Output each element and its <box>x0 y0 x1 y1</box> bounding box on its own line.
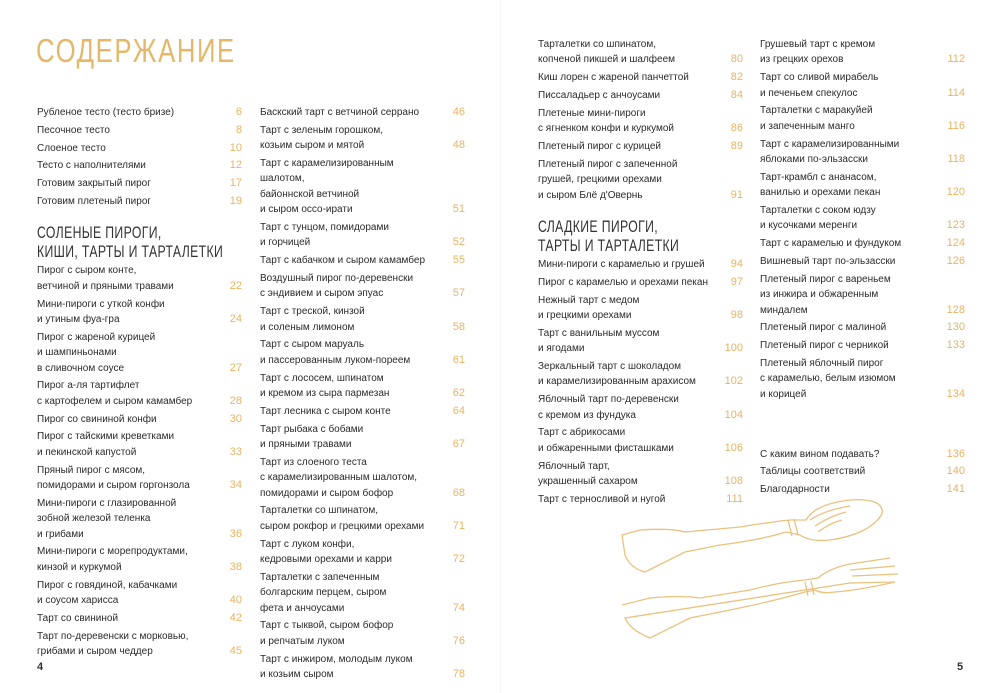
toc-entry-title: Тарт с лососем, шпинатом и кремом из сыра пармезан <box>260 372 390 400</box>
toc-entry-title: Плетеные мини-пироги с ягненком конфи и куркумой <box>538 107 675 135</box>
toc-entry-page: 10 <box>229 141 242 154</box>
toc-entry-page: 97 <box>730 275 743 288</box>
toc-entry[interactable] <box>260 253 465 268</box>
toc-entry[interactable] <box>760 464 965 479</box>
toc-entry-title: Готовим закрытый пирог <box>37 178 151 190</box>
toc-entry-title: Тарт по-деревенски с морковью, грибами и сыром чеддер <box>37 630 189 658</box>
toc-entry-page: 36 <box>229 527 242 540</box>
toc-entry-title: Зеркальный тарт с шоколадом и карамелизированным арахисом <box>538 361 696 388</box>
toc-entry-page: 48 <box>452 139 465 152</box>
toc-entry[interactable] <box>260 156 465 218</box>
toc-entry-title: Писсаладьер с анчоусами <box>538 90 661 101</box>
toc-entry-title: Плетеный пирог с запеченной грушей, грецкими орехами и сыром Блё д'Овернь <box>538 158 678 201</box>
toc-entry-page: 42 <box>229 611 242 624</box>
toc-entry-page: 136 <box>946 447 965 460</box>
toc-entry-title: Тарт с тунцом, помидорами и горчицей <box>260 222 389 249</box>
toc-entry-page: 102 <box>724 375 743 388</box>
toc-column-2 <box>260 105 465 685</box>
toc-entry-page: 106 <box>724 441 743 454</box>
toc-entry[interactable] <box>760 37 965 68</box>
toc-entry[interactable] <box>260 404 465 419</box>
toc-entry[interactable] <box>260 537 465 568</box>
toc-entry-title: Тарт с терносливой и нугой <box>538 493 666 505</box>
toc-entry-title: Готовим плетеный пирог <box>37 195 152 207</box>
toc-entry-page: 17 <box>229 177 242 190</box>
toc-entry-title: Плетеный пирог с малиной <box>760 322 887 334</box>
toc-column-3 <box>538 37 743 510</box>
toc-entry-page: 8 <box>235 123 242 136</box>
toc-entry-title: Тарт с карамелизированными яблоками по-эльзасски <box>760 138 900 166</box>
toc-entry-title: Рубленое тесто (тесто бризе) <box>37 107 175 118</box>
toc-entry-title: Песочное тесто <box>37 124 110 136</box>
toc-entry-page: 45 <box>229 645 242 658</box>
toc-entry-title: Пирог с карамелью и орехами пекан <box>538 276 708 288</box>
toc-entry[interactable] <box>260 652 465 683</box>
toc-entry-title: Тарталетки с запеченным болгарским перцем, сыром фета и анчоусами <box>260 571 387 614</box>
toc-entry-page: 64 <box>452 404 465 417</box>
toc-entry-page: 141 <box>946 483 965 496</box>
toc-entry-title: С каким вином подавать? <box>760 448 880 460</box>
toc-entry-title: Баскский тарт с ветчиной серрано <box>260 107 420 118</box>
toc-entry-page: 108 <box>724 475 743 488</box>
toc-entry-page: 58 <box>452 320 465 333</box>
toc-entry-title: Грушевый тарт с кремом из грецких орехов <box>760 39 876 66</box>
toc-column-4 <box>760 37 965 500</box>
toc-entry-title: Тарт с ванильным муссом и ягодами <box>538 327 660 355</box>
toc-entry[interactable] <box>260 123 465 154</box>
toc-entry[interactable] <box>760 356 965 402</box>
toc-entry-title: Тарт с абрикосами и обжаренными фисташками <box>538 427 674 454</box>
toc-entry[interactable] <box>538 37 743 68</box>
toc-entry[interactable] <box>37 176 242 191</box>
toc-entry-page: 34 <box>229 479 242 492</box>
toc-entry-title: Тарт рыбака с бобами и пряными травами <box>260 423 364 451</box>
spoon-and-fork-icon <box>610 490 920 640</box>
toc-entry-page: 52 <box>452 236 465 249</box>
toc-entry[interactable] <box>37 194 242 209</box>
toc-entry-title: Пирог с сыром конте, ветчиной и пряными травами <box>37 265 174 292</box>
toc-entry-title: Нежный тарт с медом и грецкими орехами <box>538 294 640 322</box>
toc-entry-title: Пирог а-ля тартифлет с картофелем и сыром камамбер <box>37 380 193 407</box>
toc-entry-page: 27 <box>229 361 242 374</box>
toc-entry-page: 57 <box>452 287 465 300</box>
toc-entry[interactable] <box>37 330 242 376</box>
toc-entry[interactable] <box>538 257 743 272</box>
toc-entry-title: Тарталетки со шпинатом, копченой пикшей и шалфеем <box>538 39 676 66</box>
toc-entry[interactable] <box>260 220 465 251</box>
toc-entry-title: Пирог с тайскими креветками и пекинской капустой <box>37 431 175 458</box>
toc-entry-page: 94 <box>730 258 743 271</box>
toc-entry[interactable] <box>538 359 743 390</box>
toc-entry-page: 80 <box>730 53 743 66</box>
toc-entry-title: Плетеный пирог с черникой <box>760 340 889 352</box>
toc-entry-title: Тарт из слоеного теста с карамелизированным шалотом, помидорами и сыром бофор <box>260 456 418 499</box>
toc-entry-title: Тарт-крамбл с ананасом, ванилью и орехами пекан <box>760 171 881 199</box>
toc-entry[interactable] <box>37 105 242 120</box>
toc-entry[interactable] <box>260 371 465 402</box>
toc-entry[interactable] <box>37 463 242 494</box>
toc-entry-page: 30 <box>229 412 242 425</box>
toc-entry-page: 100 <box>724 342 743 355</box>
toc-entry[interactable] <box>538 157 743 203</box>
toc-entry-page: 78 <box>452 668 465 681</box>
toc-entry-page: 91 <box>730 188 743 201</box>
toc-entry[interactable] <box>260 304 465 335</box>
toc-entry[interactable] <box>538 70 743 85</box>
toc-entry[interactable] <box>538 326 743 357</box>
toc-entry-title: Тарт с карамелизированным шалотом, байоннской ветчиной и сыром оссо-ирати <box>260 158 394 216</box>
toc-entry[interactable] <box>37 578 242 609</box>
section-heading: СЛАДКИЕ ПИРОГИ, ТАРТЫ И ТАРТАЛЕТКИ <box>538 217 680 256</box>
toc-entry[interactable] <box>260 503 465 534</box>
toc-entry[interactable] <box>538 106 743 137</box>
toc-entry[interactable] <box>260 455 465 501</box>
toc-entry-title: Плетеный пирог с вареньем из инжира и обжаренным миндалем <box>760 273 891 316</box>
toc-entry[interactable] <box>37 158 242 173</box>
toc-entry-title: Киш лорен с жареной панчеттой <box>538 72 689 84</box>
toc-entry-title: Тарт с инжиром, молодым луком и козьим сыром <box>260 653 413 681</box>
toc-entry-title: Тарт с сыром маруаль и пассерованным луком-пореем <box>260 339 411 366</box>
toc-entry[interactable] <box>538 139 743 154</box>
toc-entry-title: Яблочный тарт, украшенный сахаром <box>538 460 638 488</box>
toc-entry-page: 33 <box>229 445 242 458</box>
toc-entry-page: 19 <box>229 194 242 207</box>
toc-entry-page: 51 <box>452 203 465 216</box>
toc-entry-page: 120 <box>946 186 965 199</box>
toc-entry-page: 112 <box>947 53 965 66</box>
toc-entry-title: Тарт лесника с сыром конте <box>260 405 391 417</box>
toc-entry-page: 126 <box>946 255 965 268</box>
toc-entry-title: Вишневый тарт по-эльзасски <box>760 256 896 268</box>
toc-entry[interactable] <box>260 271 465 302</box>
toc-entry[interactable] <box>260 337 465 368</box>
toc-column-1 <box>37 105 242 662</box>
toc-entry-page: 114 <box>947 86 965 99</box>
toc-entry-page: 28 <box>229 394 242 407</box>
toc-entry-page: 24 <box>229 313 242 325</box>
toc-entry-title: Пирог с говядиной, кабачками и соусом харисса <box>37 579 178 607</box>
toc-entry-title: Яблочный тарт по-деревенски с кремом из фундука <box>538 394 679 421</box>
toc-entry[interactable] <box>538 88 743 103</box>
toc-entry[interactable] <box>760 320 965 335</box>
toc-entry-title: Тарт с зеленым горошком, козьим сыром и мятой <box>260 124 383 152</box>
section-heading: СОЛЕНЫЕ ПИРОГИ, КИШИ, ТАРТЫ И ТАРТАЛЕТКИ <box>37 223 224 262</box>
toc-entry[interactable] <box>37 544 242 575</box>
toc-entry-title: Мини-пироги с уткой конфи и утиным фуа-гра <box>37 298 165 325</box>
toc-entry[interactable] <box>760 338 965 353</box>
page-number-left: 4 <box>37 661 44 673</box>
toc-entry-title: Мини-пироги с глазированной зобной железой теленка и грибами <box>37 497 177 540</box>
toc-entry[interactable] <box>538 459 743 490</box>
toc-entry[interactable] <box>538 293 743 324</box>
toc-entry-page: 134 <box>946 387 965 400</box>
toc-entry-page: 124 <box>946 237 965 250</box>
toc-entry[interactable] <box>37 297 242 328</box>
toc-entry-title: Плетеный яблочный пирог с карамелью, белым изюмом и корицей <box>760 358 896 400</box>
toc-entry-title: Тарт с луком конфи, кедровыми орехами и карри <box>260 538 392 566</box>
toc-entry-title: Плетеный пирог с курицей <box>538 141 661 152</box>
toc-entry-page: 38 <box>229 560 242 573</box>
toc-entry[interactable] <box>37 141 242 156</box>
toc-entry-page: 74 <box>452 601 465 614</box>
toc-entry-page: 104 <box>724 408 743 421</box>
spacer <box>760 405 965 447</box>
toc-entry-page: 86 <box>730 122 743 135</box>
toc-entry[interactable] <box>538 392 743 423</box>
toc-entry-page: 111 <box>726 492 743 505</box>
toc-entry-page: 133 <box>946 339 965 352</box>
toc-entry[interactable] <box>37 123 242 138</box>
toc-entry-title: Воздушный пирог по-деревенски с эндивием и сыром эпуас <box>260 273 414 300</box>
toc-entry-page: 68 <box>452 486 465 499</box>
toc-entry-title: Пряный пирог с мясом, помидорами и сыром горгонзола <box>37 464 190 492</box>
page-number-right: 5 <box>957 661 964 673</box>
toc-entry[interactable] <box>760 272 965 318</box>
toc-entry-page: 40 <box>229 594 242 607</box>
toc-entry[interactable] <box>37 629 242 660</box>
toc-entry-title: Тарталетки с соком юдзу и кусочками меренги <box>760 205 876 232</box>
toc-entry[interactable] <box>37 412 242 427</box>
toc-entry-title: Слоеное тесто <box>37 142 106 154</box>
toc-entry-page: 128 <box>946 303 965 316</box>
toc-entry-title: Тарт со свининой <box>37 612 119 624</box>
toc-entry-page: 12 <box>229 159 242 172</box>
toc-entry-page: 55 <box>452 254 465 267</box>
toc-entry-title: Пирог с жареной курицей и шампиньонами в сливочном соусе <box>37 331 156 374</box>
toc-entry-page: 71 <box>452 519 465 532</box>
toc-entry-title: Мини-пироги с морепродуктами, кинзой и куркумой <box>37 546 188 573</box>
toc-entry-page: 140 <box>946 465 965 478</box>
toc-entry[interactable] <box>260 570 465 616</box>
toc-entry[interactable] <box>760 103 965 134</box>
toc-entry[interactable] <box>760 203 965 234</box>
toc-entry-page: 76 <box>452 634 465 647</box>
toc-entry[interactable] <box>37 611 242 626</box>
toc-entry-page: 6 <box>235 106 242 118</box>
toc-entry-page: 82 <box>730 71 743 84</box>
toc-entry[interactable] <box>260 422 465 453</box>
toc-entry-page: 22 <box>229 279 242 292</box>
toc-entry[interactable] <box>260 618 465 649</box>
toc-entry-page: 61 <box>452 353 465 366</box>
toc-entry-page: 72 <box>452 553 465 566</box>
toc-entry[interactable] <box>760 236 965 251</box>
toc-entry-page: 123 <box>946 219 965 232</box>
toc-entry[interactable] <box>760 254 965 269</box>
toc-entry[interactable] <box>538 425 743 456</box>
toc-entry[interactable] <box>538 275 743 290</box>
toc-entry-title: Мини-пироги с карамелью и грушей <box>538 259 705 271</box>
toc-entry-title: Благодарности <box>760 484 830 496</box>
toc-entry-title: Тарт с кабачком и сыром камамбер <box>260 255 426 267</box>
toc-entry-page: 84 <box>730 89 743 101</box>
toc-entry-title: Тесто с наполнителями <box>37 160 146 172</box>
page-fold <box>500 0 501 693</box>
toc-entry-page: 62 <box>452 387 465 400</box>
toc-entry[interactable] <box>37 378 242 409</box>
toc-entry-title: Таблицы соответствий <box>760 466 866 478</box>
toc-entry[interactable] <box>37 263 242 294</box>
toc-entry[interactable] <box>37 429 242 460</box>
toc-entry-title: Тарталетки с маракуйей и запеченным манго <box>760 105 873 132</box>
toc-entry[interactable] <box>760 70 965 101</box>
toc-entry-page: 89 <box>730 140 743 152</box>
toc-entry[interactable] <box>760 137 965 168</box>
toc-entry-title: Тарталетки со шпинатом, сыром рокфор и грецкими орехами <box>260 505 425 532</box>
toc-entry-page: 130 <box>946 321 965 334</box>
toc-entry-page: 46 <box>452 106 465 118</box>
toc-entry-title: Пирог со свининой конфи <box>37 413 157 425</box>
toc-entry-title: Тарт с тыквой, сыром бофор и репчатым луком <box>260 620 394 647</box>
toc-entry[interactable] <box>260 105 465 120</box>
toc-entry-title: Тарт с карамелью и фундуком <box>760 238 902 250</box>
toc-entry-title: Тарт со сливой мирабель и печеньем спекулос <box>760 72 879 99</box>
toc-entry-title: Тарт с треской, кинзой и соленым лимоном <box>260 306 365 333</box>
toc-entry[interactable] <box>37 496 242 542</box>
toc-entry-page: 116 <box>947 119 965 132</box>
page-title: СОДЕРЖАНИЕ <box>36 32 236 69</box>
toc-entry-page: 67 <box>452 438 465 451</box>
toc-entry-page: 98 <box>730 309 743 322</box>
toc-entry[interactable] <box>760 447 965 462</box>
toc-entry-page: 118 <box>947 153 965 166</box>
toc-entry[interactable] <box>760 170 965 201</box>
